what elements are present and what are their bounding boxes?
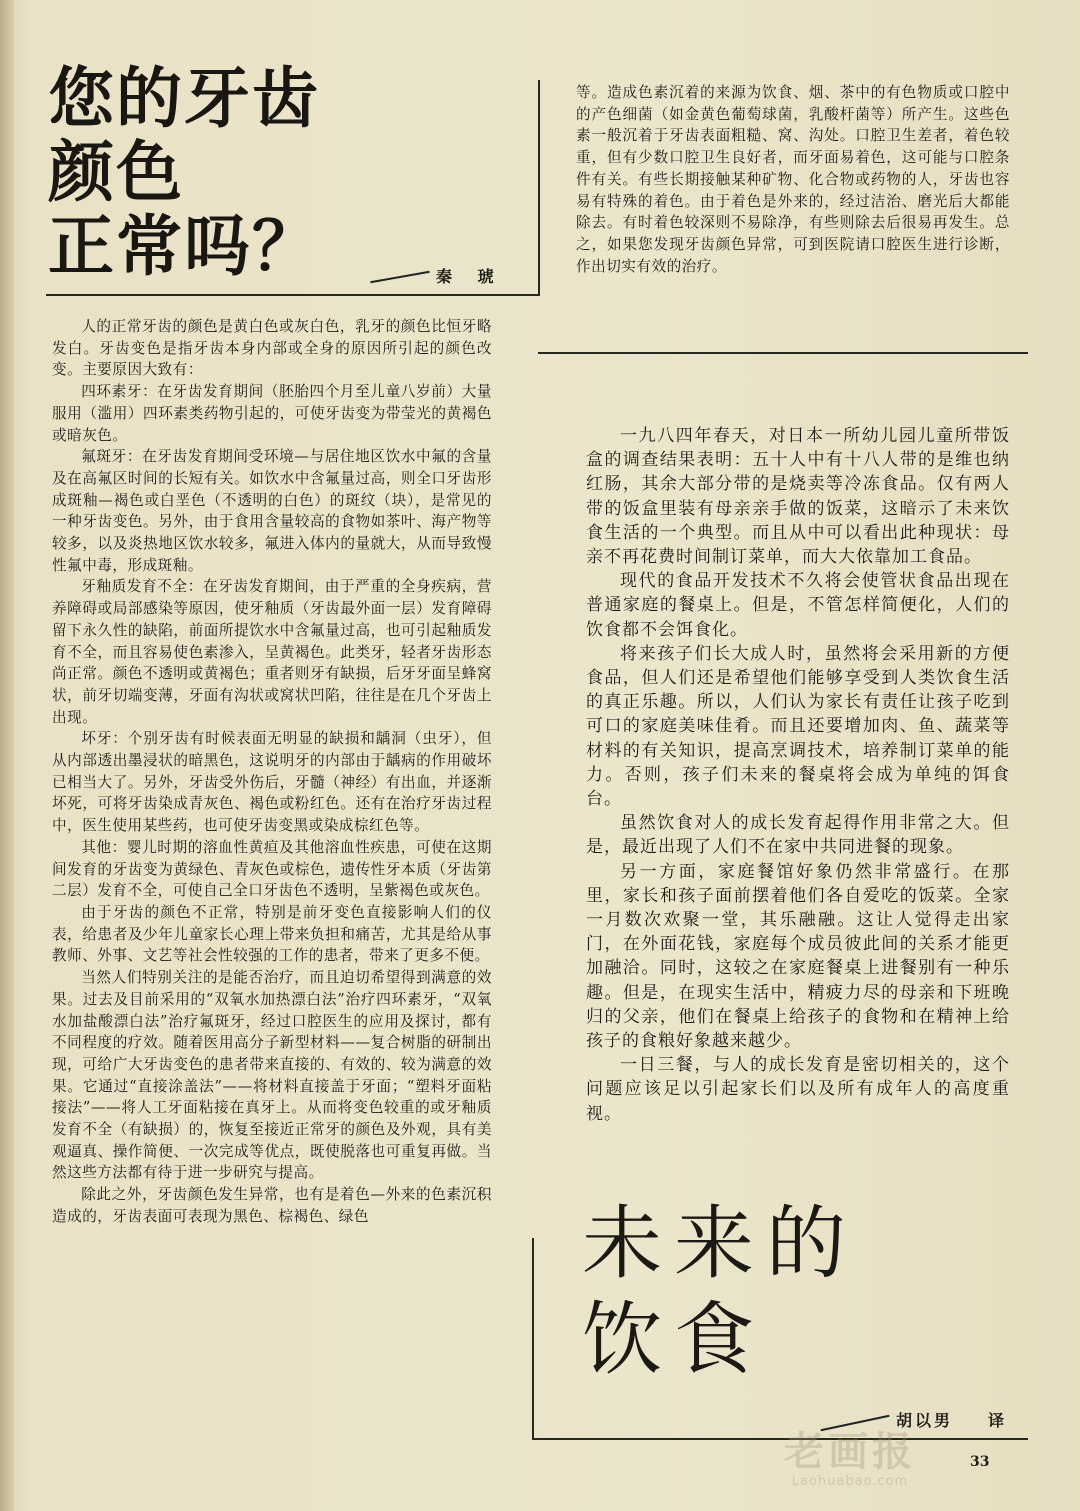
article-separator-horizontal (538, 352, 1028, 354)
watermark (770, 1430, 930, 1490)
column-divider-vertical (538, 80, 540, 295)
article1-body-continued (576, 82, 1010, 277)
article2-title-line-1: 未来的 (582, 1197, 858, 1290)
article2-body (586, 424, 1010, 1126)
article2-translator: 胡以男 (896, 1411, 954, 1430)
article1-paragraph: 坏牙：个别牙齿有时候表面无明显的缺损和龋洞（虫牙），但从内部透出墨浸状的暗黑色，这说明牙的内部由于龋病的作用破坏已相当大了。另外，牙齿受外伤后，牙髓（神经）有出血，并逐渐坏死，可将牙齿染成青灰色、褐色或粉红色。还有在治疗牙齿过程中，医生使用某些药，也可使牙齿变黑或染成棕红色等。 (52, 730, 492, 835)
article2-paragraph: 现代的食品开发技术不久将会使管状食品出现在普通家庭的餐桌上。但是，不管怎样简便化，人们的饮食都不会饵食化。 (586, 571, 1010, 640)
article2-paragraph: 另一方面，家庭餐馆好象仍然非常盛行。在那里，家长和孩子面前摆着他们各自爱吃的饭菜。全家一月数次欢聚一堂，其乐融融。这让人觉得走出家门，在外面花钱，家庭每个成员彼此间的关系才能更加融洽。同时，这较之在家庭餐桌上进餐别有一种乐趣。但是，在现实生活中，精疲力尽的母亲和下班晚归的父亲，他们在餐桌上给孩子的食物和在精神上给孩子的食粮好象越来越少。 (586, 861, 1010, 1052)
article1-paragraph: 牙釉质发育不全：在牙齿发育期间，由于严重的全身疾病，营养障碍或局部感染等原因，使牙釉质（牙齿最外面一层）发育障碍留下永久性的缺陷，前面所提饮水中含氟量过高，也可引起釉质发育不全，而且容易使色素渗入，呈黄褐色。此类牙，轻者牙齿形态尚正常。颜色不透明或黄褐色；重者则牙有缺损，后牙牙面呈蜂窝状，前牙切端变薄，牙面有沟状或窝状凹陷，往往是在几个牙齿上出现。 (52, 578, 492, 726)
article1-title-line-2: 颜色 (48, 134, 184, 211)
article1-paragraph: 其他：婴儿时期的溶血性黄疸及其他溶血性疾患，可使在这期间发育的牙齿变为黄绿色、青灰色或棕色，遗传性牙本质（牙齿第二层）发育不全，可使自己全口牙齿色不透明，呈紫褐色或灰色。 (52, 838, 492, 900)
watermark-url: Laohuabao.com (791, 1474, 909, 1489)
article1-paragraph: 人的正常牙齿的颜色是黄白色或灰白色，乳牙的颜色比恒牙略发白。牙齿变色是指牙齿本身内部或全身的原因所引起的颜色改变。主要原因大致有： (52, 318, 492, 379)
article1-body-left (52, 316, 492, 1228)
article1-title-line-1: 您的牙齿 (48, 60, 320, 137)
article2-paragraph: 一日三餐，与人的成长发育是密切相关的，这个问题应该足以引起家长们以及所有成年人的高度重视。 (586, 1055, 1010, 1124)
article1-paragraph-continued: 等。造成色素沉着的来源为饮食、烟、茶中的有色物质或口腔中的产色细菌（如金黄色葡萄球菌，乳酸杆菌等）所产生。这些色素一般沉着于牙齿表面粗糙、窝、沟处。口腔卫生差者，着色较重，但有少数口腔卫生良好者，而牙面易着色，这可能与口腔条件有关。有些长期接触某种矿物、化合物或药物的人，牙齿也容易有特殊的着色。由于着色是外来的，经过洁治、磨光后大都能除去。有时着色较深则不易除净，有些则除去后很易再发生。总之，如果您发现牙齿颜色异常，可到医院请口腔医生进行诊断，作出切实有效的治疗。 (576, 84, 1010, 275)
article1-byline (370, 264, 530, 286)
article2-paragraph: 一九八四年春天，对日本一所幼儿园儿童所带饭盒的调查结果表明：五十人中有十八人带的是维也纳红肠，其余大部分带的是烧卖等冷冻食品。仅有两人带的饭盒里装有母亲亲手做的饭菜，这暗示了未来饮食生活的一个典型。而且从中可以看出此种现状：母亲不再花费时间制订菜单，而大大依靠加工食品。 (586, 426, 1010, 568)
article2-paragraph: 虽然饮食对人的成长发育起得作用非常之大。但是，最近出现了人们不在家中共同进餐的现象。 (586, 813, 1010, 858)
article2-title (582, 1196, 982, 1388)
article1-paragraph: 氟斑牙：在牙齿发育期间受环境—与居住地区饮水中氟的含量及在高氟区时间的长短有关。如饮水中含氟量过高，则全口牙齿形成斑釉—褐色或白垩色（不透明的白色）的斑纹（块），是常见的一种牙齿变色。另外，由于食用含量较高的食物如茶叶、海产物等较多，以及炎热地区饮水较多，氟进入体内的量就大，从而导致慢性氟中毒，形成斑釉。 (52, 448, 492, 574)
title-box-left-rule (532, 1238, 534, 1440)
page-number: 33 (970, 1454, 990, 1470)
article1-paragraph: 除此之外，牙齿颜色发生异常，也有是着色—外来的色素沉积造成的，牙齿表面可表现为黑色、棕褐色、绿色 (52, 1186, 492, 1225)
article2-translator-role: 译 (988, 1411, 1008, 1430)
page-spine-shadow (0, 0, 14, 1511)
article1-author: 秦 琥 (436, 267, 504, 286)
article1-title (48, 62, 518, 284)
article1-paragraph: 由于牙齿的颜色不正常，特别是前牙变色直接影响人们的仪表，给患者及少年儿童家长心理上带来负担和痛苦，尤其是给从事教师、外事、文艺等社会性较强的工作的患者，带来了更多不便。 (52, 903, 492, 965)
article2-paragraph: 将来孩子们长大成人时，虽然将会采用新的方便食品，但人们还是希望他们能够享受到人类饮食生活的真正乐趣。所以，人们认为家长有责任让孩子吃到可口的家庭美味佳肴。而且还要增加肉、鱼、蔬菜等材料的有关知识，提高烹调技术，培养制订菜单的能力。否则，孩子们未来的餐桌将会成为单纯的饵食台。 (586, 643, 1010, 810)
article2-title-line-2: 饮食 (582, 1293, 766, 1386)
title-divider-horizontal (46, 294, 540, 296)
article1-paragraph: 当然人们特别关注的是能否治疗，而且迫切希望得到满意的效果。过去及目前采用的“双氧水加热漂白法”治疗四环素牙，“双氧水加盐酸漂白法”治疗氟斑牙，经过口腔医生的应用及探讨，都有不同程度的疗效。随着医用高分子新型材料——复合树脂的研制出现，可给广大牙齿变色的患者带来直接的、有效的、较为满意的效果。它通过“直接涂盖法”——将材料直接盖于牙面；“塑料牙面粘接法”——将人工牙面粘接在真牙上。从而将变色较重的或牙釉质发育不全（有缺损）的，恢复至接近正常牙的颜色及外观，具有美观逼真、操作简便、一次完成等优点，既使脱落也可重复再做。当然这些方法都有待于进一步研究与提高。 (52, 969, 492, 1182)
watermark-logo-text: 老画报 (784, 1429, 916, 1475)
article1-paragraph: 四环素牙：在牙齿发育期间（胚胎四个月至儿童八岁前）大量服用（滥用）四环素类药物引起的，可使牙齿变为带莹光的黄褐色或暗灰色。 (52, 383, 492, 444)
byline-dash (370, 271, 429, 283)
article1-title-line-3: 正常吗？ (48, 208, 320, 285)
